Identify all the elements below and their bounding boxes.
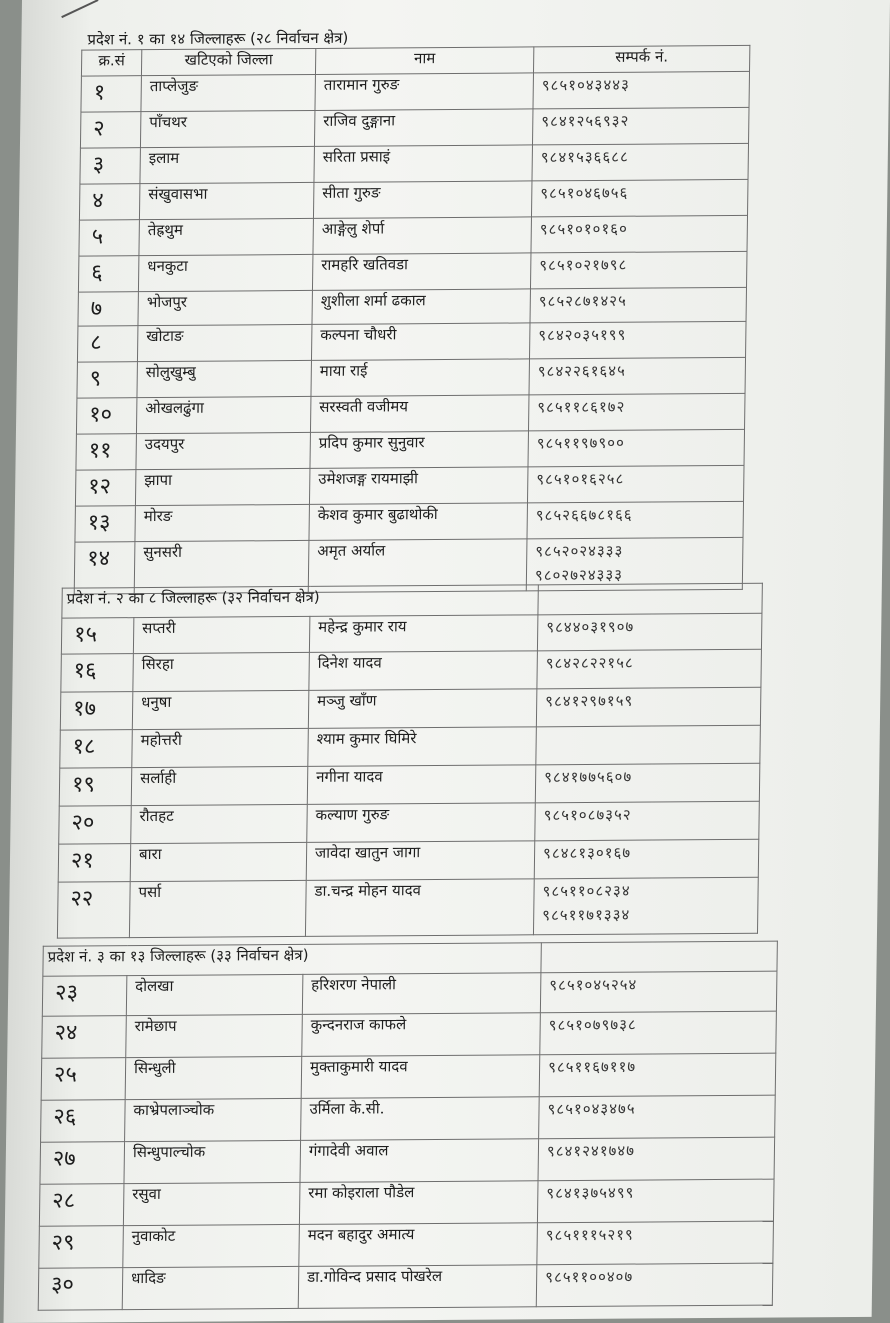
section-1-title: प्रदेश नं. १ का १४ जिल्लाहरू (२८ निर्वाचन क्षेत्र) [87, 28, 349, 49]
contact-cell [537, 649, 762, 689]
name-cell: सरस्वती वजीमय [310, 395, 529, 433]
name-cell: गंगादेवी अवाल [300, 1139, 539, 1183]
contact-cell [533, 71, 750, 109]
phone-number: ९८४२८२२१५८ [545, 653, 634, 673]
name-cell: मुक्ताकुमारी यादव [301, 1055, 540, 1099]
contact-cell [527, 465, 744, 503]
table-row [79, 215, 748, 256]
table-row [61, 613, 762, 654]
name-cell: सीता गुरुङ [313, 181, 532, 219]
serial-number: २९ [39, 1226, 124, 1269]
table-row [80, 143, 749, 184]
contact-cell [533, 877, 758, 935]
phone-number: ९८५१०१०१६० [539, 219, 628, 239]
serial-number: २० [59, 806, 132, 845]
phone-number: ९८४१७७५६०७ [544, 767, 633, 787]
contact-cell [537, 1221, 774, 1265]
serial-number: ३ [80, 148, 141, 184]
name-cell: माया राई [311, 359, 530, 397]
phone-number: ९८५११६७११७ [548, 1057, 637, 1077]
district-cell: खोटाङ [137, 324, 312, 361]
contact-cell [531, 179, 748, 217]
table-row [42, 971, 777, 1016]
district-cell: सोलुखुम्बु [137, 360, 312, 397]
section-3-title: प्रदेश नं. ३ का १३ जिल्लाहरू (३३ निर्वाचन क्षेत्र) [43, 943, 542, 976]
phone-number: ९८४२२६१६४५ [537, 361, 626, 381]
serial-number: १ [81, 76, 142, 112]
district-cell: बारा [130, 842, 307, 881]
name-cell: अमृत अर्याल [308, 539, 527, 593]
table-row [58, 839, 759, 882]
name-cell: आङ्गेलु शेर्पा [313, 217, 532, 255]
table-row [41, 1053, 776, 1100]
table-row [75, 501, 744, 542]
contact-cell [535, 763, 760, 803]
contact-cell [540, 1011, 777, 1055]
name-cell: श्याम कुमार घिमिरे [308, 727, 537, 767]
section-2-title: प्रदेश नं. २ का ८ जिल्लाहरू (३२ निर्वाचन क्षेत्र) [62, 585, 538, 618]
phone-number: ९८४१२५६९३२ [541, 111, 630, 131]
district-cell: धनकुटा [138, 254, 313, 291]
name-cell: सरिता प्रसाइं [314, 145, 533, 183]
serial-number: ११ [76, 434, 137, 470]
serial-number: ९ [77, 362, 138, 398]
district-cell: रामेछाप [126, 1014, 303, 1057]
serial-number: १५ [61, 618, 134, 655]
contact-cell [540, 971, 777, 1013]
contact-cell [527, 501, 744, 539]
section-2-title-row [62, 583, 763, 618]
district-cell: सिन्धुपाल्चोक [124, 1140, 301, 1183]
contact-cell [539, 1095, 776, 1139]
name-cell: महेन्द्र कुमार राय [309, 615, 538, 653]
table-row [40, 1137, 775, 1184]
district-cell: महोत्तरी [132, 728, 309, 767]
district-cell: धादिङ [122, 1266, 299, 1309]
district-cell: पाँचथर [140, 110, 315, 147]
province-1-table [74, 45, 751, 595]
contact-cell [532, 107, 749, 145]
district-cell: सुनसरी [134, 540, 309, 593]
header-district: खटिएको जिल्ला [141, 48, 315, 75]
name-cell: मदन बहादुर अमात्य [299, 1223, 538, 1267]
table-row [81, 71, 750, 112]
serial-number: १२ [75, 470, 136, 506]
table-row [60, 687, 761, 730]
name-cell: तारामान गुरुङ [315, 73, 534, 111]
phone-number: ९८५१०४३४४३ [541, 75, 630, 95]
contact-cell [536, 687, 761, 727]
contact-cell [537, 1179, 774, 1223]
table-row [57, 877, 758, 938]
name-cell: शुशीला शर्मा ढकाल [312, 289, 531, 325]
serial-number: २१ [58, 844, 131, 883]
district-cell: सिरहा [133, 652, 310, 691]
phone-number: ९८४१२४१७४७ [546, 1141, 636, 1161]
header-contact: सम्पर्क नं. [533, 45, 749, 73]
serial-number: १० [76, 398, 137, 434]
name-cell: कल्पना चौधरी [311, 323, 530, 361]
contact-cell [536, 1263, 773, 1307]
name-cell: डा.गोविन्द प्रसाद पोखरेल [298, 1265, 537, 1309]
serial-number: ८ [77, 326, 138, 362]
phone-number: ९८५२८७१४२५ [538, 291, 627, 311]
serial-number: २ [80, 112, 141, 148]
name-cell: हरिशरण नेपाली [302, 973, 541, 1015]
table-row [41, 1095, 776, 1142]
serial-number: ७ [78, 292, 138, 326]
district-cell: ओखलढुंगा [136, 396, 311, 433]
district-cell: भोजपुर [138, 290, 312, 325]
table-row [59, 763, 760, 806]
serial-number: ४ [79, 184, 140, 220]
phone-number: ९८५१११५२१९ [545, 1225, 634, 1245]
contact-cell [530, 321, 747, 359]
phone-number: ९८५१०४३४७५ [547, 1099, 636, 1119]
contact-cell [538, 1137, 775, 1181]
name-cell: प्रदिप कुमार सुनुवार [310, 431, 529, 469]
district-cell: सिन्धुली [125, 1056, 302, 1099]
district-cell: ताप्लेजुङ [141, 74, 316, 111]
contact-cell [537, 613, 762, 651]
contact-cell [528, 429, 745, 467]
district-cell: मोरङ [135, 504, 310, 541]
phone-number: ९८४२०३५१९९ [538, 325, 627, 345]
serial-number: १४ [74, 542, 135, 594]
phone-number: ९८४१३७५४९९ [546, 1183, 635, 1203]
district-cell: रसुवा [123, 1182, 300, 1225]
phone-number: ९८०२७२४३३३ [534, 565, 624, 585]
district-cell: रौतहट [131, 804, 308, 843]
district-cell: पर्सा [129, 880, 306, 937]
name-cell: जावेदा खातुन जागा [306, 841, 535, 881]
district-cell: संखुवासभा [139, 182, 314, 219]
serial-number: २६ [41, 1100, 126, 1143]
phone-number: ९८५११०८२३४ [542, 881, 631, 901]
name-cell: उमेशजङ्ग रायमाझी [309, 467, 528, 505]
pen-mark [61, 0, 98, 18]
contact-cell [528, 393, 745, 431]
district-cell: नुवाकोट [123, 1224, 300, 1267]
header-name: नाम [315, 47, 533, 75]
header-serial: क्र.सं [81, 50, 141, 76]
table-row [39, 1179, 774, 1226]
serial-number: १३ [75, 506, 136, 542]
contact-cell [531, 215, 748, 253]
serial-number: २२ [57, 882, 130, 939]
phone-number: ९८५१०८७३५२ [543, 805, 632, 825]
contact-cell [529, 357, 746, 395]
phone-number: ९८५११८६१७२ [537, 397, 626, 417]
table-row [77, 357, 746, 398]
table-row [59, 801, 760, 844]
contact-cell [532, 143, 749, 181]
serial-number: २५ [41, 1058, 126, 1101]
table-row [76, 393, 745, 434]
serial-number: ६ [78, 256, 139, 292]
district-cell: इलाम [140, 146, 315, 183]
contact-cell [530, 251, 747, 289]
province-2-table [57, 583, 763, 939]
name-cell: कल्याण गुरुङ [307, 803, 536, 843]
district-cell: तेह्रथुम [139, 218, 314, 255]
table-row [78, 287, 747, 326]
district-cell: सर्लाही [131, 766, 308, 805]
phone-number: ९८४१५३६६८८ [540, 147, 629, 167]
name-cell: उर्मिला के.सी. [301, 1097, 540, 1141]
phone-number: ९८५१०७९७३८ [548, 1015, 637, 1035]
table-row [75, 465, 744, 506]
serial-number: ५ [79, 220, 140, 256]
district-cell: धनुषा [132, 690, 309, 729]
name-cell: राजिव दुङ्गाना [314, 109, 533, 147]
phone-number: ९८५१०२१७९८ [539, 255, 628, 275]
serial-number: १६ [61, 654, 134, 693]
serial-number: २७ [40, 1142, 125, 1185]
serial-number: २३ [42, 976, 127, 1017]
phone-number: ९८५११००४०७ [545, 1267, 634, 1287]
phone-number: ९८५१०४५२५४ [549, 975, 638, 995]
province-3-table [38, 941, 778, 1311]
phone-number: ९८५११९७९०० [536, 433, 625, 453]
table-row [77, 321, 746, 362]
phone-number: ९८५२०२४३३३ [535, 541, 624, 561]
serial-number: ३० [38, 1268, 123, 1311]
name-cell: कुन्दनराज काफले [302, 1013, 541, 1057]
contact-cell [536, 725, 761, 765]
phone-number: ९८५१०४६७५६ [540, 183, 629, 203]
table-row [76, 429, 745, 470]
table-row [61, 649, 762, 692]
name-cell: मञ्जु खाँण [308, 689, 537, 729]
contact-cell [530, 287, 747, 323]
name-cell: रामहरि खतिवडा [312, 253, 531, 291]
table-row [78, 251, 747, 292]
table-row [80, 107, 749, 148]
name-cell: रमा कोइराला पौडेल [299, 1181, 538, 1225]
contact-cell [539, 1053, 776, 1097]
phone-number: ९८५११७१३३४ [542, 905, 631, 925]
serial-number: २८ [39, 1184, 124, 1227]
district-cell: झापा [135, 468, 310, 505]
serial-number: २४ [42, 1016, 127, 1059]
district-cell: सप्तरी [133, 616, 310, 653]
table-row [42, 1011, 777, 1058]
phone-number: ९८४१२९७१५९ [545, 691, 634, 711]
phone-number: ९८५१०१६२५८ [536, 469, 625, 489]
name-cell: डा.चन्द्र मोहन यादव [305, 879, 534, 937]
document-page [4, 0, 890, 1323]
name-cell: नगीना यादव [307, 765, 536, 805]
name-cell: केशव कुमार बुढाथोकी [309, 503, 528, 541]
table-row [60, 725, 761, 768]
contact-cell [535, 801, 760, 841]
table-row [79, 179, 748, 220]
serial-number: १९ [59, 768, 132, 807]
district-cell: काभ्रेपलाञ्चोक [125, 1098, 302, 1141]
district-cell: उदयपुर [136, 432, 311, 469]
serial-number: १८ [60, 730, 133, 769]
name-cell: दिनेश यादव [309, 651, 538, 691]
table-row [38, 1263, 773, 1310]
phone-number: ९८४४०३१९०७ [546, 617, 635, 637]
district-cell: दोलखा [126, 974, 303, 1015]
serial-number: १७ [60, 692, 133, 731]
phone-number: ९८४८१३०१६७ [542, 843, 632, 863]
contact-cell [534, 839, 759, 879]
phone-number: ९८५२६६७८१६६ [535, 505, 633, 525]
table-row [39, 1221, 774, 1268]
